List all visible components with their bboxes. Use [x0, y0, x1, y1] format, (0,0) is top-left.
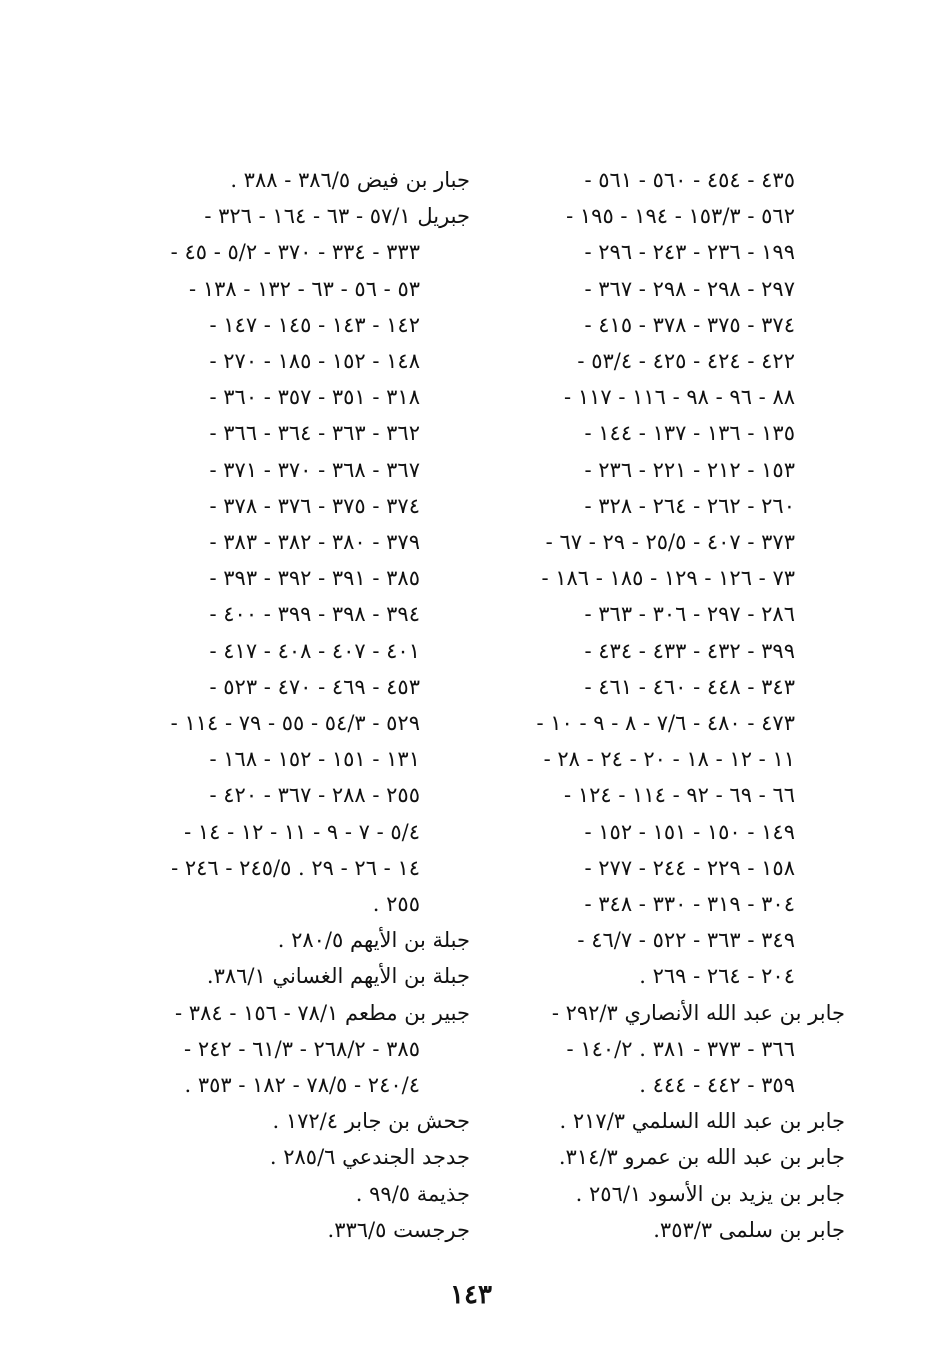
index-continuation-line: ٦٦ - ٦٩ - ٩٢ - ١١٤ - ١٢٤ -	[564, 783, 795, 808]
index-continuation-line: ٣٦٧ - ٣٦٨ - ٣٧٠ - ٣٧١ -	[209, 457, 420, 482]
index-continuation-line: ١٤٩ - ١٥٠ - ١٥١ - ١٥٢ -	[584, 819, 795, 844]
index-continuation-line: ٣٤٣ - ٤٤٨ - ٤٦٠ - ٤٦١ -	[584, 674, 795, 699]
index-entry: جابر بن عبد الله بن عمرو ٣١٤/٣.	[558, 1145, 845, 1170]
index-continuation-line: ٣٣٣ - ٣٣٤ - ٣٧٠ - ٥/٢ - ٤٥ -	[170, 240, 420, 265]
index-continuation-line: ٣١٨ - ٣٥١ - ٣٥٧ - ٣٦٠ -	[209, 385, 420, 410]
index-continuation-line: ٣٧٤ - ٣٧٥ - ٣٧٦ - ٣٧٨ -	[209, 493, 420, 518]
index-continuation-line: ٢٥٥ .	[372, 892, 420, 917]
index-continuation-line: ١٤٢ - ١٤٣ - ١٤٥ - ١٤٧ -	[209, 312, 420, 337]
index-entry: جابر بن يزيد بن الأسود ٢٥٦/١ .	[575, 1181, 845, 1206]
index-continuation-line: ٣٥٩ - ٤٤٢ - ٤٤٤ .	[639, 1073, 795, 1098]
index-continuation-line: ٨٨ - ٩٦ - ٩٨ - ١١٦ - ١١٧ -	[564, 385, 795, 410]
index-continuation-line: ١٣١ - ١٥١ - ١٥٢ - ١٦٨ -	[209, 747, 420, 772]
index-continuation-line: ١١ - ١٢ - ١٨ - ٢٠ - ٢٤ - ٢٨ -	[543, 747, 795, 772]
index-entry: جبير بن مطعم ٧٨/١ - ١٥٦ - ٣٨٤ -	[175, 1000, 470, 1025]
index-continuation-line: ٥٢٩ - ٥٤/٣ - ٥٥ - ٧٩ - ١١٤ -	[170, 711, 420, 736]
index-entry: جابر بن سلمى ٣٥٣/٣.	[653, 1217, 845, 1242]
index-continuation-line: ٢٥٥ - ٢٨٨ - ٣٦٧ - ٤٢٠ -	[209, 783, 420, 808]
index-continuation-line: ٣٠٤ - ٣١٩ - ٣٣٠ - ٣٤٨ -	[584, 892, 795, 917]
index-entry: جابر بن عبد الله الأنصاري ٢٩٢/٣ -	[551, 1000, 845, 1025]
index-entry: جابر بن عبد الله السلمي ٢١٧/٣ .	[559, 1109, 845, 1134]
index-continuation-line: ٤٣٥ - ٤٥٤ - ٥٦٠ - ٥٦١ -	[584, 168, 795, 192]
index-continuation-line: ٢٨٦ - ٢٩٧ - ٣٠٦ - ٣٦٣ -	[584, 602, 795, 627]
index-continuation-line: ٤٢٢ - ٤٢٤ - ٤٢٥ - ٥٣/٤ -	[577, 349, 795, 374]
index-continuation-line: ٥٣ - ٥٦ - ٦٣ - ١٣٢ - ١٣٨ -	[189, 276, 420, 301]
index-continuation-line: ٣٩٩ - ٤٣٢ - ٤٣٣ - ٤٣٤ -	[584, 638, 795, 663]
index-continuation-line: ١٥٣ - ٢١٢ - ٢٢١ - ٢٣٦ -	[584, 457, 795, 482]
index-continuation-line: ٢٦٠ - ٢٦٢ - ٢٦٤ - ٣٢٨ -	[584, 493, 795, 518]
index-continuation-line: ١٤٨ - ١٥٢ - ١٨٥ - ٢٧٠ -	[209, 349, 420, 374]
index-continuation-line: ١٣٥ - ١٣٦ - ١٣٧ - ١٤٤ -	[584, 421, 795, 446]
index-entry: جبلة بن الأيهم الغساني ٣٨٦/١.	[206, 964, 470, 989]
index-entry: جدجد الجندعي ٢٨٥/٦ .	[269, 1145, 470, 1170]
index-continuation-line: ٢٤٠/٤ - ٧٨/٥ - ١٨٢ - ٣٥٣ .	[184, 1073, 420, 1098]
index-continuation-line: ٤٥٣ - ٤٦٩ - ٤٧٠ - ٥٢٣ -	[209, 674, 420, 699]
index-continuation-line: ٣٧٤ - ٣٧٥ - ٣٧٨ - ٤١٥ -	[584, 312, 795, 337]
index-entry: جحش بن جابر ١٧٢/٤ .	[272, 1109, 470, 1134]
index-column-right	[505, 162, 845, 1248]
index-continuation-line: ٢٩٧ - ٢٩٨ - ٢٩٨ - ٣٦٧ -	[584, 276, 795, 301]
index-continuation-line: ٣٨٥ - ٢٦٨/٢ - ٦١/٣ - ٢٤٢ -	[184, 1036, 420, 1061]
index-continuation-line: ٥/٤ - ٧ - ٩ - ١١ - ١٢ - ١٤ -	[184, 819, 420, 844]
index-continuation-line: ٣٨٥ - ٣٩١ - ٣٩٢ - ٣٩٣ -	[209, 566, 420, 591]
index-continuation-line: ٣٧٩ - ٣٨٠ - ٣٨٢ - ٣٨٣ -	[209, 530, 420, 555]
index-continuation-line: ١٥٨ - ٢٢٩ - ٢٤٤ - ٢٧٧ -	[584, 855, 795, 880]
index-continuation-line: ٢٠٤ - ٢٦٤ - ٢٦٩ .	[639, 964, 795, 989]
index-entry: جذيمة ٩٩/٥ .	[355, 1181, 470, 1206]
index-continuation-line: ٣٤٩ - ٣٦٣ - ٥٢٢ - ٤٦/٧ -	[577, 928, 795, 953]
index-continuation-line: ٤٧٣ - ٤٨٠ - ٧/٦ - ٨ - ٩ - ١٠ -	[536, 711, 795, 736]
index-entry: جبلة بن الأيهم ٢٨٠/٥ .	[277, 928, 470, 953]
index-continuation-line: ١٩٩ - ٢٣٦ - ٢٤٣ - ٢٩٦ -	[584, 240, 795, 265]
index-continuation-line: ١٤ - ٢٦ - ٢٩ . ٢٤٥/٥ - ٢٤٦ -	[171, 855, 420, 880]
index-continuation-line: ٣٦٦ - ٣٧٣ - ٣٨١ . ١٤٠/٢ -	[566, 1036, 795, 1061]
index-column-left	[120, 162, 470, 1248]
index-continuation-line: ٥٦٢ - ١٥٣/٣ - ١٩٤ - ١٩٥ -	[566, 204, 795, 229]
index-continuation-line: ٣٧٣ - ٤٠٧ - ٢٥/٥ - ٢٩ - ٦٧ -	[545, 530, 795, 555]
index-continuation-line: ٧٣ - ١٢٦ - ١٢٩ - ١٨٥ - ١٨٦ -	[541, 566, 795, 591]
index-entry: جبار بن فيض ٣٨٦/٥ - ٣٨٨ .	[230, 168, 470, 192]
index-continuation-line: ٣٩٤ - ٣٩٨ - ٣٩٩ - ٤٠٠ -	[209, 602, 420, 627]
index-entry: جرجست ٣٣٦/٥.	[327, 1217, 470, 1242]
page-number: ١٤٣	[450, 1280, 492, 1310]
index-entry: جبريل ٥٧/١ - ٦٣ - ١٦٤ - ٣٢٦ -	[204, 204, 470, 229]
index-continuation-line: ٤٠١ - ٤٠٧ - ٤٠٨ - ٤١٧ -	[209, 638, 420, 663]
index-continuation-line: ٣٦٢ - ٣٦٣ - ٣٦٤ - ٣٦٦ -	[209, 421, 420, 446]
